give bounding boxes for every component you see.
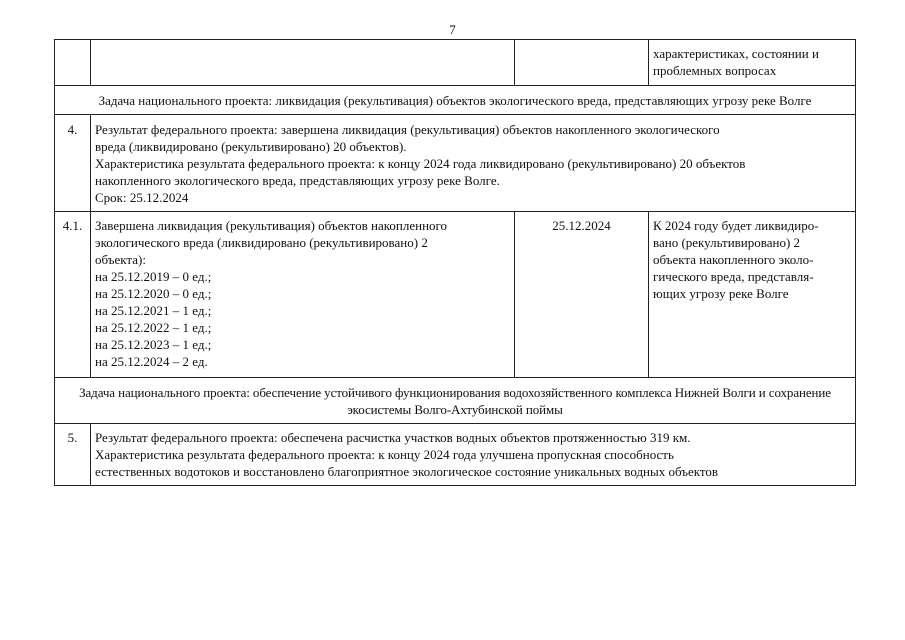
result-4-1-line-2: экологического вреда (ликвидировано (рекультивировано) 2 <box>95 235 428 250</box>
characteristic-4-1-line-1: К 2024 году будет ликвидиро- <box>653 218 819 233</box>
result-4-line-5: Срок: 25.12.2024 <box>95 190 189 205</box>
result-characteristic-4-1 <box>649 212 856 378</box>
result-4-1-line-6: на 25.12.2021 – 1 ед.; <box>95 303 212 318</box>
characteristic-4-1-line-2: вано (рекультивировано) 2 <box>653 235 801 250</box>
continuation-number-cell <box>55 40 91 86</box>
row-number-5: 5. <box>55 424 91 486</box>
task-row-1 <box>55 86 856 115</box>
continuation-description-cell <box>91 40 515 86</box>
result-row-4-1 <box>55 212 856 378</box>
result-4-line-4: накопленного экологического вреда, представляющих угрозу реке Волге. <box>95 173 500 188</box>
task-row-2 <box>55 378 856 424</box>
result-4-1-line-5: на 25.12.2020 – 0 ед.; <box>95 286 212 301</box>
characteristic-4-1-line-5: ющих угрозу реке Волге <box>653 286 789 301</box>
result-4-1-line-1: Завершена ликвидация (рекультивация) объектов накопленного <box>95 218 448 233</box>
continuation-row <box>55 40 856 86</box>
result-4-line-1: Результат федерального проекта: завершена ликвидация (рекультивация) объектов накопленного экологического <box>95 122 720 137</box>
continuation-date-cell <box>515 40 649 86</box>
result-4-line-2: вреда (ликвидировано (рекультивировано) 20 объектов). <box>95 139 407 154</box>
result-5-line-1: Результат федерального проекта: обеспечена расчистка участков водных объектов протяженностью 319 км. <box>95 430 691 445</box>
result-4-1-line-8: на 25.12.2023 – 1 ед.; <box>95 337 212 352</box>
result-5-line-2: Характеристика результата федерального проекта: к концу 2024 года улучшена пропускная способность <box>95 447 674 462</box>
row-number-4: 4. <box>55 115 91 212</box>
characteristic-4-1-line-4: гического вреда, представля- <box>653 269 814 284</box>
page-number: 7 <box>449 22 456 37</box>
row-number-4-1: 4.1. <box>55 212 91 378</box>
characteristic-4-1-line-3: объекта накопленного эколо- <box>653 252 814 267</box>
result-4-1-line-3: объекта): <box>95 252 146 267</box>
result-4-1-line-7: на 25.12.2022 – 1 ед.; <box>95 320 212 335</box>
continuation-characteristic-cell: характеристиках, состоянии и проблемных вопросах <box>649 40 856 86</box>
result-4-1-line-9: на 25.12.2024 – 2 ед. <box>95 354 208 369</box>
result-description-4 <box>91 115 856 212</box>
task-heading-1: Задача национального проекта: ликвидация (рекультивация) объектов экологического вреда, представляющих угрозу реке Волге <box>55 86 856 115</box>
result-row-5 <box>55 424 856 486</box>
task-heading-2: Задача национального проекта: обеспечение устойчивого функционирования водохозяйственного комплекса Нижней Волги и сохранение экосистемы Волго-Ахтубинской поймы <box>55 378 856 424</box>
result-4-1-line-4: на 25.12.2019 – 0 ед.; <box>95 269 212 284</box>
result-4-line-3: Характеристика результата федерального проекта: к концу 2024 года ликвидировано (рекультивировано) 20 объектов <box>95 156 746 171</box>
results-table <box>54 39 856 486</box>
result-date-4-1: 25.12.2024 <box>515 212 649 378</box>
result-row-4 <box>55 115 856 212</box>
result-5-line-3: естественных водотоков и восстановлено благоприятное экологическое состояние уникальных водных объектов <box>95 464 719 479</box>
result-description-4-1 <box>91 212 515 378</box>
result-description-5 <box>91 424 856 486</box>
